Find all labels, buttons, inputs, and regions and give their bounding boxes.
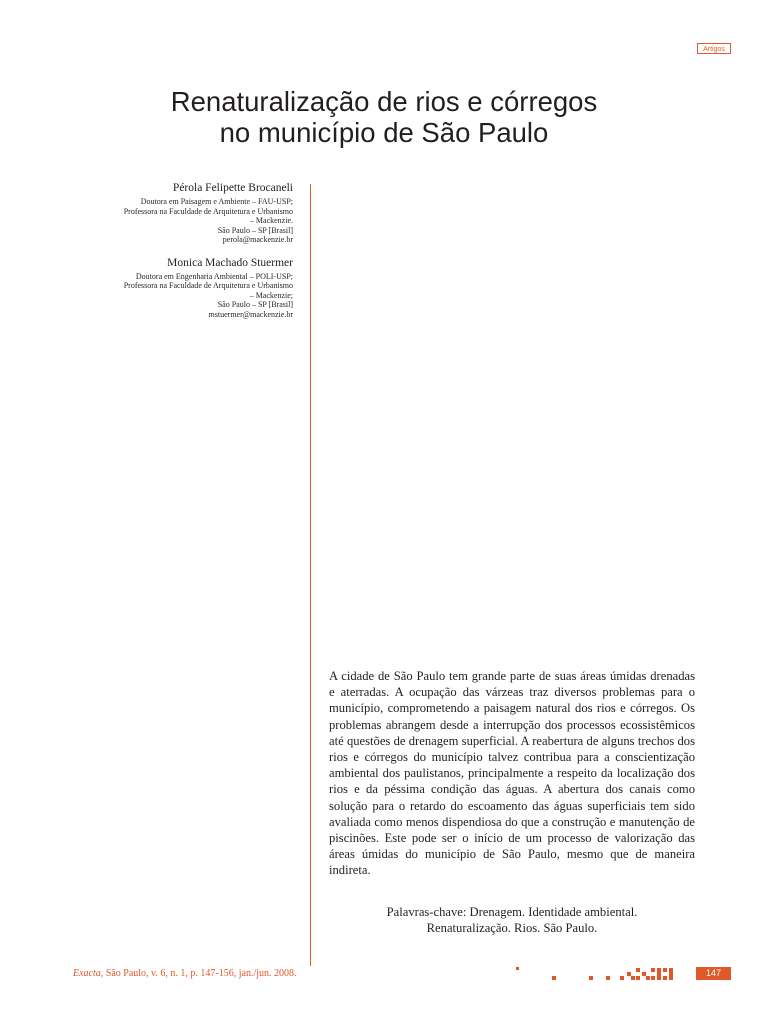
decorative-squares-icon <box>514 966 694 982</box>
keywords-line-2: Renaturalização. Rios. São Paulo. <box>426 921 598 936</box>
author-affiliation: Professora na Faculdade de Arquitetura e Urbanismo <box>123 206 293 216</box>
author-affiliation: – Mackenzie. <box>249 216 293 225</box>
title-line-1: Renaturalização de rios e córregos <box>170 86 598 117</box>
page-number: 147 <box>696 967 731 980</box>
title-line-2: no município de São Paulo <box>219 117 549 148</box>
author-affiliation: – Mackenzie; <box>249 290 293 300</box>
author-email[interactable]: mstuermer@mackenzie.br <box>208 309 293 319</box>
author-email[interactable]: perola@mackenzie.br <box>222 235 293 244</box>
author-name: Monica Machado Stuermer <box>167 256 293 269</box>
author-location: São Paulo – SP [Brasil] <box>217 300 293 309</box>
citation-text: , São Paulo, v. 6, n. 1, p. 147-156, jan./jun. 2008. <box>100 968 297 979</box>
section-tag: Artigos <box>697 43 731 54</box>
author-1 <box>63 182 293 245</box>
article-title <box>100 86 668 148</box>
author-affiliation: Doutora em Engenharia Ambiental – POLI-USP; <box>135 271 293 281</box>
author-affiliation: Doutora em Paisagem e Ambiente – FAU-USP; <box>140 197 293 206</box>
author-affiliation: Professora na Faculdade de Arquitetura e Urbanismo <box>123 281 293 290</box>
author-name: Pérola Felipette Brocaneli <box>172 182 293 194</box>
keywords-line-1: Palavras-chave: Drenagem. Identidade ambiental. <box>386 905 638 919</box>
author-location: São Paulo – SP [Brasil] <box>217 225 293 235</box>
abstract-text: A cidade de São Paulo tem grande parte de suas áreas úmidas drenadas e aterradas. A ocupação das várzeas traz diversos problemas para o município, comprometendo a paisagem natural dos rios e córregos. Os problemas abrangem desde a interrupção dos processos ecossistêmicos até questões de drenagem superficial. A reabertura de alguns trechos dos rios e córregos do município talvez contribua para a conscientização ambiental dos paulistanos, principalmente a respeito da localização dos rios e da péssima condição das águas. A abertura dos canais como solução para o retardo do escoamento das águas superficiais tem sido avaliada como menos dispendiosa do que a construção e manutenção de piscinões. Este pode ser o início de um processo de valorização das áreas úmidas do município de São Paulo, mesmo que de maneira indireta. <box>329 669 695 878</box>
journal-name: Exacta <box>73 968 101 979</box>
authors-block <box>63 182 293 331</box>
author-2 <box>63 257 293 320</box>
divider-line <box>310 184 311 966</box>
keywords <box>329 904 695 936</box>
citation-footer <box>73 968 297 979</box>
